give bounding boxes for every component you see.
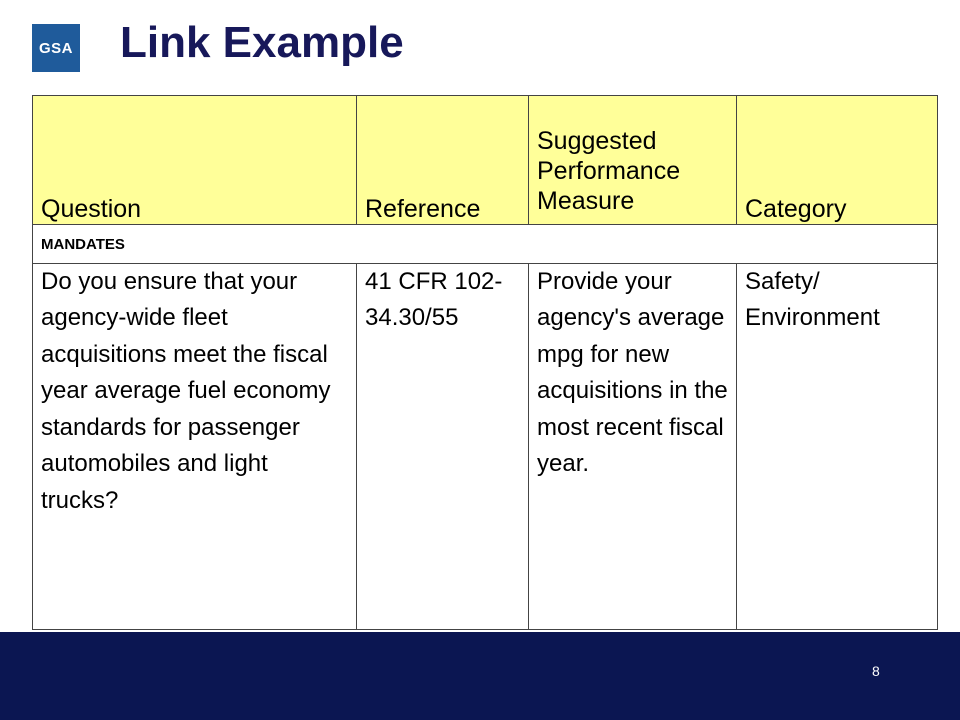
header-suggested-performance-measure: Suggested Performance Measure — [529, 96, 737, 225]
gsa-logo — [32, 24, 80, 72]
table-row — [33, 264, 938, 630]
cell-measure: Provide your agency's average mpg for new acquisitions in the most recent fiscal year. — [529, 264, 737, 630]
gsa-logo-text: GSA — [38, 39, 73, 57]
header-question: Question — [33, 96, 357, 225]
page-number: 8 — [872, 663, 880, 679]
cell-category: Safety/ Environment — [737, 264, 938, 630]
table-header-row — [33, 96, 938, 225]
cell-question: Do you ensure that your agency-wide fleet acquisitions meet the fiscal year average fuel economy standards for passenger automobiles and light trucks? — [33, 264, 357, 630]
slide-title: Link Example — [120, 18, 404, 67]
header-reference: Reference — [357, 96, 529, 225]
section-row — [33, 225, 938, 264]
link-example-table — [32, 95, 938, 630]
header-category: Category — [737, 96, 938, 225]
footer-bar — [0, 632, 960, 720]
section-label-mandates: MANDATES — [33, 225, 938, 264]
cell-reference: 41 CFR 102-34.30/55 — [357, 264, 529, 630]
